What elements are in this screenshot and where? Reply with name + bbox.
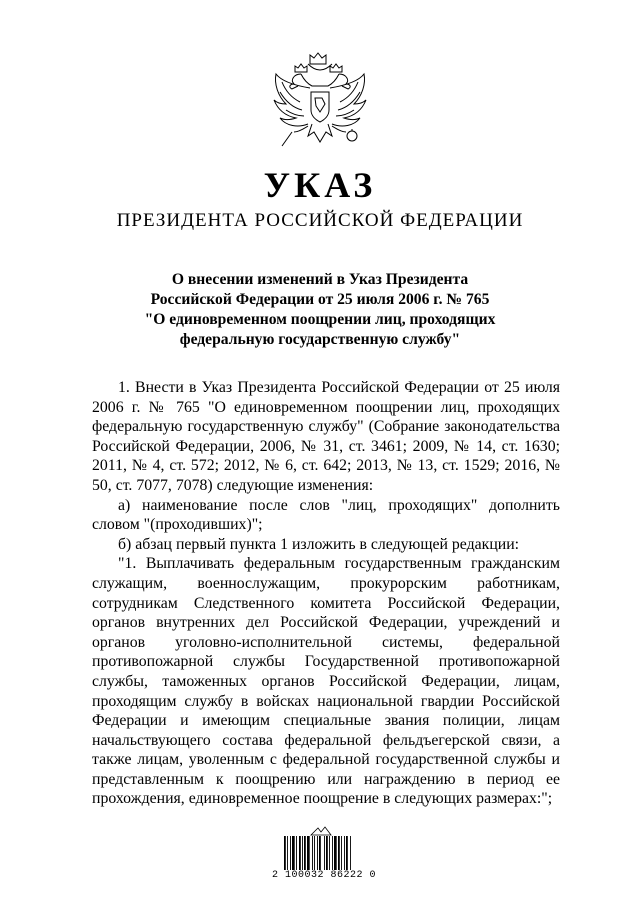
subject-line-3: "О единовременном поощрении лиц, проходящих [144,311,496,328]
decree-subject [90,270,550,350]
paragraph-1: 1. Внести в Указ Президента Российской Федерации от 25 июля 2006 г. № 765 "О единовременном поощрении лиц, проходящих федеральную государственную службу" (Собрание законодательства Российской Федерации, 2006, № 31, ст. 3461; 2009, № 14, ст. 1630; 2011, № 4, ст. 572; 2012, № 6, ст. 642; 2013, № 13, ст. 1529; 2016, № 50, ст. 7077, 7078) следующие изменения: [92,379,560,494]
issuer-title: ПРЕЗИДЕНТА РОССИЙСКОЙ ФЕДЕРАЦИИ [116,210,524,231]
document-type-title: УКАЗ [263,165,377,205]
barcode-block [268,826,380,882]
subject-line-2: Российской Федерации от 25 июля 2006 г. № 765 [150,291,490,308]
subject-line-4: федеральную государственную службу" [179,331,461,348]
barcode-icon [284,836,364,870]
paragraph-4: "1. Выплачивать федеральным государственным гражданским служащим, военнослужащим, прокурорским работникам, сотрудникам Следственного комитета Российской Федерации, органов внутренних дел Российской Федерации, учреждений и органов уголовно-исполнительной системы, федеральной противопожарной службы Государственной противопожарной службы, таможенных органов Российской Федерации, лицам, проходящим службу в войсках национальной гвардии Российской Федерации и имеющим специальные звания полиции, лицам начальствующего состава федеральной фельдъегерской связи, а также лицам, уволенным с федеральной государственной службы и представленным к поощрению или награждению в период ее прохождения, единовременное поощрение в следующих размерах:"; [92,555,560,808]
barcode-number: 2 100032 86222 0 [271,870,376,881]
decree-body [92,378,560,809]
barcode-logo-icon [308,826,334,836]
paragraph-2: а) наименование после слов "лиц, проходящих" дополнить словом "(проходивших)"; [92,496,560,534]
subject-line-1: О внесении изменений в Указ Президента [171,271,469,288]
coat-of-arms-emblem [268,52,372,152]
paragraph-3: б) абзац первый пункта 1 изложить в следующей редакции: [118,535,520,553]
